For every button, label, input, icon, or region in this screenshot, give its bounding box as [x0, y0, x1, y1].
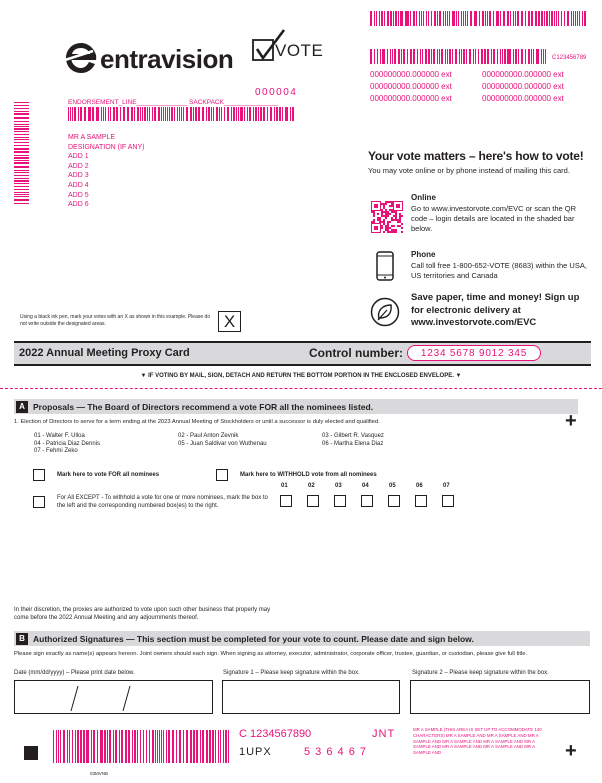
barcode-id: C123456789: [552, 55, 587, 61]
signature-1-label: Signature 1 – Please keep signature within the box.: [223, 670, 360, 676]
side-barcode: [14, 102, 29, 206]
nominee-number-label: 06: [416, 483, 423, 489]
signature-2-field[interactable]: [410, 680, 590, 714]
nominee-number-label: 04: [362, 483, 369, 489]
nominee-05-checkbox[interactable]: [388, 495, 400, 507]
section-a-letter: A: [16, 401, 28, 413]
nominee-item: 01 - Walter F. Ulloa: [34, 433, 85, 439]
instructions-title: Your vote matters – here's how to vote!: [368, 149, 584, 163]
endorsement-line: ENDORSEMENT_LINE______________ SACKPACK_______________: [68, 99, 279, 106]
control-number-label: Control number:: [309, 346, 403, 360]
perforation-line: [0, 388, 602, 389]
ext-lines: [370, 69, 590, 105]
footer-sample-text: MR A SAMPLE (THIS AREA IS SET UP TO ACCOMMODATE 140 CHARACTERS) MR A SAMPLE AND MR A SAMPLE AND MR A SAMPLE AND MR A SAMPLE AND MR A SAMPLE AND MR A SAMPLE AND MR A SAMPLE AND MR A SAMPLE AND MR A SAMPLE AND: [413, 727, 542, 756]
detach-instruction: ▼ IF VOTING BY MAIL, SIGN, DETACH AND RETURN THE BOTTOM PORTION IN THE ENCLOSED ENVELOPE. ▼: [140, 373, 462, 379]
nominee-number-label: 03: [335, 483, 342, 489]
vote-logo: [252, 28, 324, 68]
address-line: ADD 3: [68, 172, 89, 180]
address-line: MR A SAMPLE: [68, 134, 116, 141]
nominee-item: 02 - Paul Anton Zevnik: [178, 433, 239, 439]
ext-line: 000000000.000000 ext: [370, 94, 452, 103]
nominee-06-checkbox[interactable]: [415, 495, 427, 507]
example-x-mark: X: [223, 312, 236, 331]
section-a-title: Proposals — The Board of Directors recommend a vote FOR all the nominees listed.: [33, 401, 374, 412]
date-field[interactable]: [14, 680, 213, 714]
proxy-card-title: 2022 Annual Meeting Proxy Card: [19, 347, 190, 359]
section-b-title: Authorized Signatures — This section must be completed for your vote to count. Please date and sign below.: [33, 633, 474, 644]
ink-example-text: Using a black ink pen, mark your votes with an X as shown in this example. Please do not write outside the designated areas.: [20, 314, 211, 327]
nominee-03-checkbox[interactable]: [334, 495, 346, 507]
address-line: ADD 1: [68, 153, 89, 161]
signature-instruction: Please sign exactly as name(s) appears hereon. Joint owners should each sign. When signing as attorney, executor, administrator, corporate officer, trustee, guardian, or custodian, please give full title.: [14, 651, 528, 657]
signature-1-field[interactable]: [222, 680, 400, 714]
example-mark-box: [218, 311, 241, 332]
entravision-e-icon: [63, 40, 99, 76]
nominee-item: 04 - Patricia Diaz Dennis: [34, 440, 101, 447]
nominee-number-boxes: [278, 483, 468, 513]
nominee-item: 05 - Juan Saldivar von Wuthenau: [178, 440, 267, 447]
footer-code-2: JNT: [372, 728, 396, 740]
nominee-number-label: 01: [281, 483, 288, 489]
proposal-1-text: 1. Election of Directors to serve for a term ending at the 2023 Annual Meeting of Stockholders or until a successor is duly elected and qualified.: [14, 419, 380, 425]
online-text: Go to www.investorvote.com/EVC or scan the QR code – login details are located in the shaded bar below.: [411, 204, 577, 233]
proxy-bar: [14, 341, 591, 366]
address-line: DESIGNATION (IF ANY): [68, 143, 145, 151]
discretion-text: In their discretion, the proxies are authorized to vote upon such other business that properly may come before the 2022 Annual Meeting and any adjournments thereof.: [14, 607, 271, 621]
date-separator-slashes: [15, 681, 214, 715]
instructions-subtitle: You may vote online or by phone instead of mailing this card.: [368, 166, 570, 175]
nominee-list: [34, 433, 434, 456]
phone-title: Phone: [411, 250, 436, 259]
vote-for-all-label: Mark here to vote FOR all nominees: [57, 472, 160, 478]
endorsement-barcode: [68, 107, 296, 121]
for-all-except-checkbox[interactable]: [33, 496, 45, 508]
address-line: ADD 4: [68, 181, 89, 189]
entravision-logo: [63, 40, 243, 80]
ext-line: 000000000.000000 ext: [370, 82, 452, 91]
footer-code-3: 1UPX: [239, 746, 272, 758]
leaf-icon: [370, 297, 400, 327]
brand-name: entravision: [100, 44, 234, 74]
withhold-all-checkbox[interactable]: [216, 469, 228, 481]
footer-black-square: [24, 746, 38, 760]
footer-plus-icon: +: [565, 740, 577, 762]
vote-text: VOTE: [275, 41, 324, 60]
section-a-header: [14, 399, 578, 414]
footer-code-1: C 1234567890: [239, 728, 312, 740]
section-b-header: [14, 631, 590, 646]
address-line: ADD 6: [68, 201, 89, 209]
top-barcode-1: [370, 11, 588, 26]
for-all-except-label: For All EXCEPT - To withhold a vote for one or more nominees, mark the box to the left and the corresponding numbered box(es) to the right.: [57, 495, 268, 509]
nominee-item: 07 - Fehmi Zeko: [34, 448, 78, 454]
address-line: ADD 5: [68, 191, 89, 199]
ext-line: 000000000.000000 ext: [370, 70, 452, 79]
control-number-field: [407, 345, 541, 361]
ext-line: 000000000.000000 ext: [482, 94, 564, 103]
address-line: ADD 2: [68, 162, 89, 170]
footer-code-4: 5 3 6 4 6 7: [304, 746, 367, 758]
ext-line: 000000000.000000 ext: [482, 82, 564, 91]
document-number: 000004: [255, 87, 298, 98]
signature-2-label: Signature 2 – Please keep signature within the box.: [412, 670, 549, 676]
nominee-number-label: 02: [308, 483, 315, 489]
qr-code-icon: [371, 201, 403, 233]
phone-text: Call toll free 1-800-652-VOTE (8683) within the USA, US territories and Canada: [411, 261, 587, 280]
nominee-item: 03 - Gilbert R. Vasquez: [322, 433, 384, 439]
nominee-04-checkbox[interactable]: [361, 495, 373, 507]
section-b-letter: B: [16, 633, 28, 645]
ext-line: 000000000.000000 ext: [482, 70, 564, 79]
save-paper-text: Save paper, time and money! Sign up for electronic delivery at www.investorvote.com/EVC: [411, 292, 580, 328]
online-title: Online: [411, 193, 436, 202]
nominee-number-label: 07: [443, 483, 450, 489]
address-block: [68, 133, 145, 210]
phone-icon: [375, 251, 395, 281]
nominee-07-checkbox[interactable]: [442, 495, 454, 507]
withhold-all-label: Mark here to WITHHOLD vote from all nominees: [240, 472, 377, 478]
registration-plus-icon: +: [565, 410, 577, 432]
control-number: 1234 5678 9012 345: [420, 347, 528, 359]
vote-for-all-checkbox[interactable]: [33, 469, 45, 481]
nominee-number-label: 05: [389, 483, 396, 489]
nominee-item: 06 - Martha Elena Diaz: [322, 440, 384, 447]
date-label: Date (mm/dd/yyyy) – Please print date below.: [14, 670, 135, 676]
top-barcode-2: [370, 49, 548, 64]
footer-small-code: 03MVNB: [90, 771, 109, 776]
nominee-02-checkbox[interactable]: [307, 495, 319, 507]
footer-barcode: [53, 730, 230, 763]
nominee-01-checkbox[interactable]: [280, 495, 292, 507]
